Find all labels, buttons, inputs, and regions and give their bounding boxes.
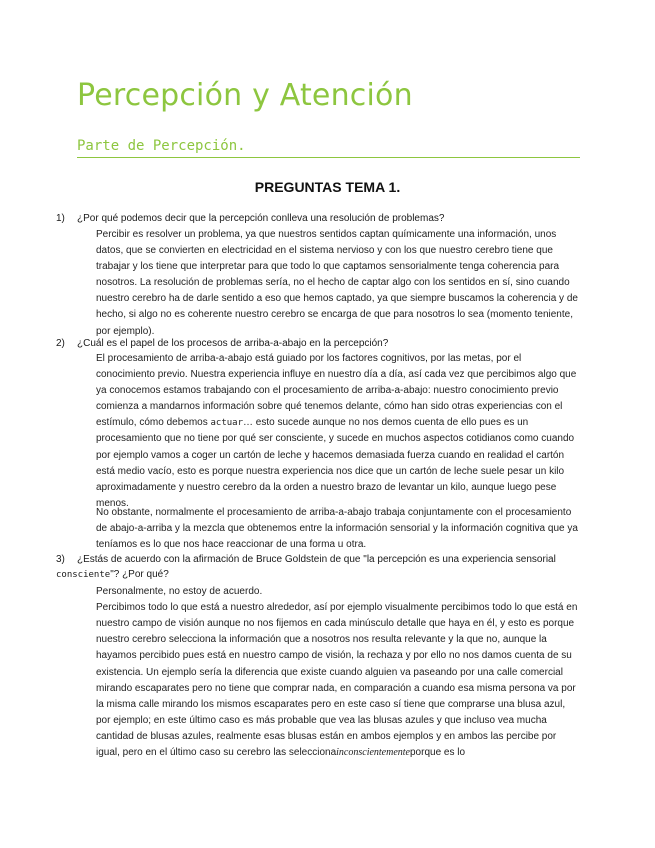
answer-1: Percibir es resolver un problema, ya que nuestros sentidos captan químicamente una información, unos datos, que se convierten en electricidad en el sistema nervioso y con los que nuestro cerebro tiene que trabajar y los tiene que interpretar para que todo lo que captamos sensorialmente tenga coherencia para nosotros. La resolución de problemas sería, no el hecho de captar algo con los sentidos en sí, sino cuando nuestro cerebro ha de darle sentido a eso que hemos captado, ya que siempre buscamos la coherencia y de hecho, si algo no es coherente nuestro cerebro se encarga de que para nosotros lo sea (momento teniente, por ejemplo).	[96, 229, 578, 337]
question-text: ¿Por qué podemos decir que la percepción conlleva una resolución de problemas?	[77, 213, 445, 224]
question-text: ¿Cuál es el papel de los procesos de arriba-a-abajo en la percepción?	[77, 338, 389, 349]
section-heading: PREGUNTAS TEMA 1.	[254, 179, 401, 195]
answer-emphasis: inconscientemente	[336, 747, 410, 759]
document-subtitle: Parte de Percepción.	[77, 138, 246, 154]
answer-text: Percibimos todo lo que está a nuestro alrededor, así por ejemplo visualmente percibimos todo lo que está en nuestro campo de visión aunque no nos fijemos en cada minúsculo detalle que haya en él, y esto es porque nuestro cerebro selecciona la información que a nosotros nos resulta relevante y la que no, aunque la hayamos percibido pues está en nuestro campo de visión, la rechaza y por ello no nos damos cuenta de su existencia. Un ejemplo sería la diferencia que existe cuando alguien va paseando por una calle comercial mirando escaparates pero no tiene que comprar nada, en comparación a cuando esa misma persona va por la misma calle mirando los mismos escaparates pero en este caso sí tiene que comprarse una blusa azul, por ejemplo; en este último caso es más probable que vea las blusas azules y que incluso vea mucha cantidad de blusas azules, realmente esas blusas están en ambos ejemplos y en ambos las percibe por igual, pero en el último caso su cerebro las selecciona	[96, 602, 578, 759]
question-2	[56, 336, 388, 351]
answer-text: El procesamiento de arriba-a-abajo está guiado por los factores cognitivos, por las metas, por el conocimiento previo. Nuestra experiencia influye en nuestro día a día, así cada vez que percibimos algo que ya conocemos estamos trabajando con el procesamiento de arriba-a-abajo: nuestro conocimiento previo comienza a mandarnos información sobre qué tenemos delante, cómo han sido otras experiencias con el estímulo, cómo debemos	[96, 353, 577, 429]
question-emphasis: consciente	[56, 570, 111, 580]
answer-2	[96, 351, 578, 512]
answer-text: … esto sucede aunque no nos demos cuenta de ello pues es un procesamiento que no tiene por qué ser consciente, y sucede en muchos aspectos cotidianos como cuando por ejemplo vamos a coger un cartón de leche y hacemos demasiada fuerza cuando en realidad el cartón está medio vacío, esto es porque nuestra experiencia nos dice que un cartón de leche suele pesar un kilo aproximadamente y nuestro cerebro da la orden a nuestro brazo de levantar un kilo, aunque luego pese menos.	[96, 417, 575, 509]
question-3	[56, 552, 578, 583]
question-number: 3)	[56, 554, 65, 565]
answer-text: porque es lo	[410, 747, 466, 759]
question-number: 2)	[56, 338, 65, 349]
answer-3	[96, 600, 578, 762]
answer-2-extra: No obstante, normalmente el procesamiento de arriba-a-abajo trabaja conjuntamente con el procesamiento de abajo-a-arriba y la mezcla que obtenemos entre la información sensorial y la información cognitiva que ya teníamos es lo que nos hace reaccionar de una forma u otra.	[96, 507, 578, 551]
question-text: "? ¿Por qué?	[110, 569, 169, 580]
question-number: 1)	[56, 213, 65, 224]
document-title: Percepción y Atención	[77, 78, 413, 113]
answer-3-opinion: Personalmente, no estoy de acuerdo.	[96, 586, 263, 597]
answer-emphasis: actuar	[210, 418, 244, 429]
title-divider	[77, 157, 580, 158]
question-text: ¿Estás de acuerdo con la afirmación de Bruce Goldstein de que "la percepción es una experiencia sensorial	[77, 554, 556, 565]
question-1	[56, 211, 444, 226]
